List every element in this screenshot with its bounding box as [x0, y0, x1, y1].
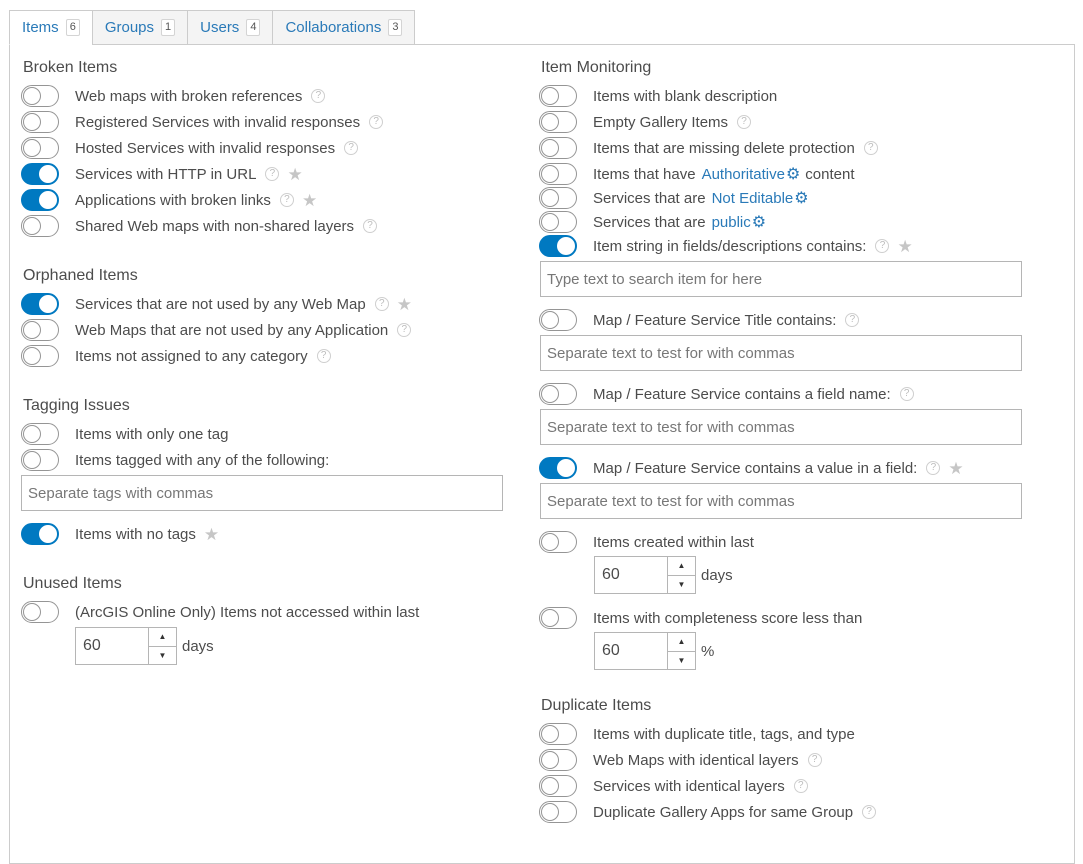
option-label: Services that are — [593, 213, 706, 231]
help-icon[interactable]: ? — [265, 167, 279, 181]
authoritative-toggle[interactable] — [539, 163, 577, 185]
option-row — [21, 318, 411, 342]
option-label: Applications with broken links — [75, 191, 271, 209]
item-monitoring-heading: Item Monitoring — [541, 59, 652, 76]
authoritative-link[interactable]: Authoritative — [701, 165, 785, 183]
option-row — [21, 162, 303, 186]
tab-items[interactable] — [9, 10, 93, 45]
decrement-icon[interactable]: ▼ — [158, 650, 167, 660]
decrement-icon[interactable]: ▼ — [677, 655, 686, 665]
help-icon[interactable]: ? — [926, 461, 940, 475]
gear-icon[interactable]: ⚙ — [751, 214, 767, 231]
option-row — [539, 382, 914, 406]
toggle-knob — [541, 385, 559, 403]
option-row — [21, 214, 377, 238]
tab-users[interactable] — [187, 10, 273, 45]
option-row — [539, 84, 777, 108]
tab-label: Items — [22, 19, 59, 36]
empty-gallery-toggle[interactable] — [539, 111, 577, 133]
items-no-tags-toggle[interactable] — [21, 523, 59, 545]
toggle-knob — [23, 217, 41, 235]
help-icon[interactable]: ? — [369, 115, 383, 129]
number-value: 60 — [602, 566, 620, 583]
option-label: Items tagged with any of the following: — [75, 451, 330, 469]
toggle-knob — [23, 425, 41, 443]
increment-icon[interactable]: ▲ — [668, 633, 695, 652]
unit-label: % — [701, 642, 715, 660]
toggle-knob — [541, 751, 559, 769]
star-icon[interactable]: ★ — [203, 524, 220, 544]
option-row — [21, 344, 331, 368]
services-http-url-toggle[interactable] — [21, 163, 59, 185]
services-not-used-toggle[interactable] — [21, 293, 59, 315]
web-maps-identical-layers-toggle[interactable] — [539, 749, 577, 771]
duplicate-title-tags-type-toggle[interactable] — [539, 723, 577, 745]
star-icon[interactable]: ★ — [287, 164, 303, 184]
delete-protection-toggle[interactable] — [539, 137, 577, 159]
blank-description-toggle[interactable] — [539, 85, 577, 107]
search-string-input[interactable] — [540, 261, 1022, 297]
option-label: Hosted Services with invalid responses — [75, 139, 336, 157]
help-icon[interactable]: ? — [280, 193, 294, 207]
toggle-knob — [23, 347, 41, 365]
option-label-suffix: content — [805, 165, 855, 183]
help-icon[interactable]: ? — [875, 239, 889, 253]
help-icon[interactable]: ? — [317, 349, 331, 363]
items-tagged-with-toggle[interactable] — [21, 449, 59, 471]
toggle-knob — [541, 113, 559, 131]
duplicate-items-heading: Duplicate Items — [541, 697, 652, 714]
not-editable-link[interactable]: Not Editable — [711, 189, 794, 207]
help-icon[interactable]: ? — [311, 89, 325, 103]
option-label: Items not assigned to any category — [75, 347, 308, 365]
option-label: Items with no tags — [75, 525, 196, 543]
toggle-knob — [541, 213, 559, 231]
star-icon[interactable]: ★ — [897, 236, 913, 256]
option-row — [539, 606, 862, 630]
tab-groups[interactable] — [92, 10, 188, 45]
tab-collaborations[interactable] — [272, 10, 415, 45]
option-label: Items with completeness score less than — [593, 609, 863, 627]
web-maps-not-used-toggle[interactable] — [21, 319, 59, 341]
tagging-issues-heading: Tagging Issues — [23, 397, 130, 414]
option-row — [539, 210, 766, 234]
option-label: Services that are not used by any Web Map — [75, 295, 366, 313]
option-label: Shared Web maps with non-shared layers — [75, 217, 355, 235]
spinner — [667, 633, 695, 669]
option-row — [21, 84, 325, 108]
option-label: Map / Feature Service Title contains: — [593, 311, 837, 329]
toggle-knob — [557, 237, 575, 255]
tab-bar — [9, 10, 414, 45]
unit-label: days — [182, 637, 214, 655]
items-no-category-toggle[interactable] — [21, 345, 59, 367]
tags-input[interactable] — [21, 475, 503, 511]
option-row — [539, 162, 855, 186]
help-icon[interactable]: ? — [808, 753, 822, 767]
help-icon[interactable]: ? — [900, 387, 914, 401]
toggle-knob — [541, 87, 559, 105]
help-icon[interactable]: ? — [363, 219, 377, 233]
option-row — [539, 748, 822, 772]
title-contains-input[interactable] — [540, 335, 1022, 371]
toggle-knob — [541, 609, 559, 627]
help-icon[interactable]: ? — [397, 323, 411, 337]
toggle-knob — [23, 321, 41, 339]
toggle-knob — [541, 189, 559, 207]
option-label: Map / Feature Service contains a field name: — [593, 385, 891, 403]
items-not-accessed-toggle[interactable] — [21, 601, 59, 623]
not-editable-toggle[interactable] — [539, 187, 577, 209]
toggle-knob — [541, 803, 559, 821]
option-row — [21, 188, 317, 212]
help-icon[interactable]: ? — [344, 141, 358, 155]
option-label: Item string in fields/descriptions contains: — [593, 237, 867, 255]
tab-label: Collaborations — [285, 19, 382, 36]
public-services-toggle[interactable] — [539, 211, 577, 233]
toggle-knob — [541, 725, 559, 743]
tab-count-badge: 6 — [66, 19, 80, 36]
tab-count-badge: 3 — [388, 19, 402, 36]
option-row — [539, 800, 876, 824]
toggle-knob — [39, 165, 57, 183]
toggle-knob — [23, 139, 41, 157]
option-label: Services that are — [593, 189, 706, 207]
completeness-toggle[interactable] — [539, 607, 577, 629]
toggle-knob — [541, 777, 559, 795]
option-label: (ArcGIS Online Only) Items not accessed within last — [75, 603, 420, 621]
option-label: Duplicate Gallery Apps for same Group — [593, 803, 854, 821]
services-identical-layers-toggle[interactable] — [539, 775, 577, 797]
toggle-knob — [541, 311, 559, 329]
option-label: Items that have — [593, 165, 696, 183]
option-label: Items with only one tag — [75, 425, 229, 443]
decrement-icon[interactable]: ▼ — [677, 579, 686, 589]
created-days-stepper — [594, 556, 733, 594]
title-contains-toggle[interactable] — [539, 309, 577, 331]
option-row — [539, 234, 913, 258]
option-label: Web Maps that are not used by any Application — [75, 321, 389, 339]
option-label: Registered Services with invalid responses — [75, 113, 361, 131]
not-accessed-days-stepper — [75, 627, 214, 665]
option-row — [21, 136, 358, 160]
option-row — [21, 292, 412, 316]
option-label: Items created within last — [593, 533, 754, 551]
toggle-knob — [39, 525, 57, 543]
web-maps-broken-references-toggle[interactable] — [21, 85, 59, 107]
number-value: 60 — [83, 637, 101, 654]
toggle-knob — [39, 191, 57, 209]
toggle-knob — [541, 165, 559, 183]
number-input[interactable] — [594, 556, 696, 594]
number-input[interactable] — [75, 627, 177, 665]
field-name-toggle[interactable] — [539, 383, 577, 405]
increment-icon[interactable]: ▲ — [668, 557, 695, 576]
gear-icon[interactable]: ⚙ — [785, 166, 801, 183]
option-row — [539, 530, 754, 554]
option-row — [539, 136, 878, 160]
help-icon[interactable]: ? — [845, 313, 859, 327]
star-icon[interactable]: ★ — [396, 294, 412, 314]
number-input[interactable] — [594, 632, 696, 670]
option-label: Items with duplicate title, tags, and type — [593, 725, 855, 743]
shared-web-maps-nonshared-toggle[interactable] — [21, 215, 59, 237]
registered-services-invalid-toggle[interactable] — [21, 111, 59, 133]
tab-label: Groups — [104, 19, 155, 36]
option-row — [539, 456, 964, 480]
items-one-tag-toggle[interactable] — [21, 423, 59, 445]
increment-icon[interactable]: ▲ — [149, 628, 176, 647]
help-icon[interactable]: ? — [794, 779, 808, 793]
option-row — [539, 186, 809, 210]
option-label: Services with identical layers — [593, 777, 785, 795]
option-row — [539, 308, 859, 332]
gear-icon[interactable]: ⚙ — [794, 190, 809, 207]
help-icon[interactable]: ? — [375, 297, 389, 311]
duplicate-gallery-apps-toggle[interactable] — [539, 801, 577, 823]
option-label: Services with HTTP in URL — [75, 165, 257, 183]
option-row — [21, 110, 383, 134]
option-row — [21, 522, 219, 546]
option-row — [21, 448, 329, 472]
spinner — [667, 557, 695, 593]
help-icon[interactable]: ? — [862, 805, 876, 819]
option-label: Empty Gallery Items — [593, 113, 729, 131]
option-row — [21, 600, 419, 624]
star-icon[interactable]: ★ — [948, 458, 964, 478]
option-label: Map / Feature Service contains a value in a field: — [593, 459, 918, 477]
toggle-knob — [23, 87, 41, 105]
hosted-services-invalid-toggle[interactable] — [21, 137, 59, 159]
option-label: Items that are missing delete protection — [593, 139, 855, 157]
option-row — [539, 774, 808, 798]
toggle-knob — [541, 139, 559, 157]
star-icon[interactable]: ★ — [301, 190, 318, 210]
option-row — [539, 110, 751, 134]
option-label: Web maps with broken references — [75, 87, 303, 105]
string-contains-toggle[interactable] — [539, 235, 577, 257]
number-value: 60 — [602, 642, 620, 659]
option-row — [539, 722, 855, 746]
field-name-input[interactable] — [540, 409, 1022, 445]
unit-label: days — [701, 566, 733, 584]
option-label: Web Maps with identical layers — [593, 751, 799, 769]
public-link[interactable]: public — [711, 213, 751, 231]
tab-count-badge: 4 — [246, 19, 260, 36]
toggle-knob — [541, 533, 559, 551]
help-icon[interactable]: ? — [864, 141, 878, 155]
applications-broken-links-toggle[interactable] — [21, 189, 59, 211]
option-row — [21, 422, 228, 446]
toggle-knob — [23, 451, 41, 469]
orphaned-items-heading: Orphaned Items — [23, 267, 138, 284]
toggle-knob — [23, 603, 41, 621]
option-label: Items with blank description — [593, 87, 778, 105]
toggle-knob — [23, 113, 41, 131]
value-in-field-toggle[interactable] — [539, 457, 577, 479]
unused-items-heading: Unused Items — [23, 575, 122, 592]
spinner — [148, 628, 176, 664]
toggle-knob — [39, 295, 57, 313]
toggle-knob — [557, 459, 575, 477]
tab-label: Users — [200, 19, 240, 36]
created-within-toggle[interactable] — [539, 531, 577, 553]
help-icon[interactable]: ? — [737, 115, 751, 129]
broken-items-heading: Broken Items — [23, 59, 118, 76]
completeness-stepper — [594, 632, 714, 670]
value-in-field-input[interactable] — [540, 483, 1022, 519]
tab-count-badge: 1 — [161, 19, 175, 36]
